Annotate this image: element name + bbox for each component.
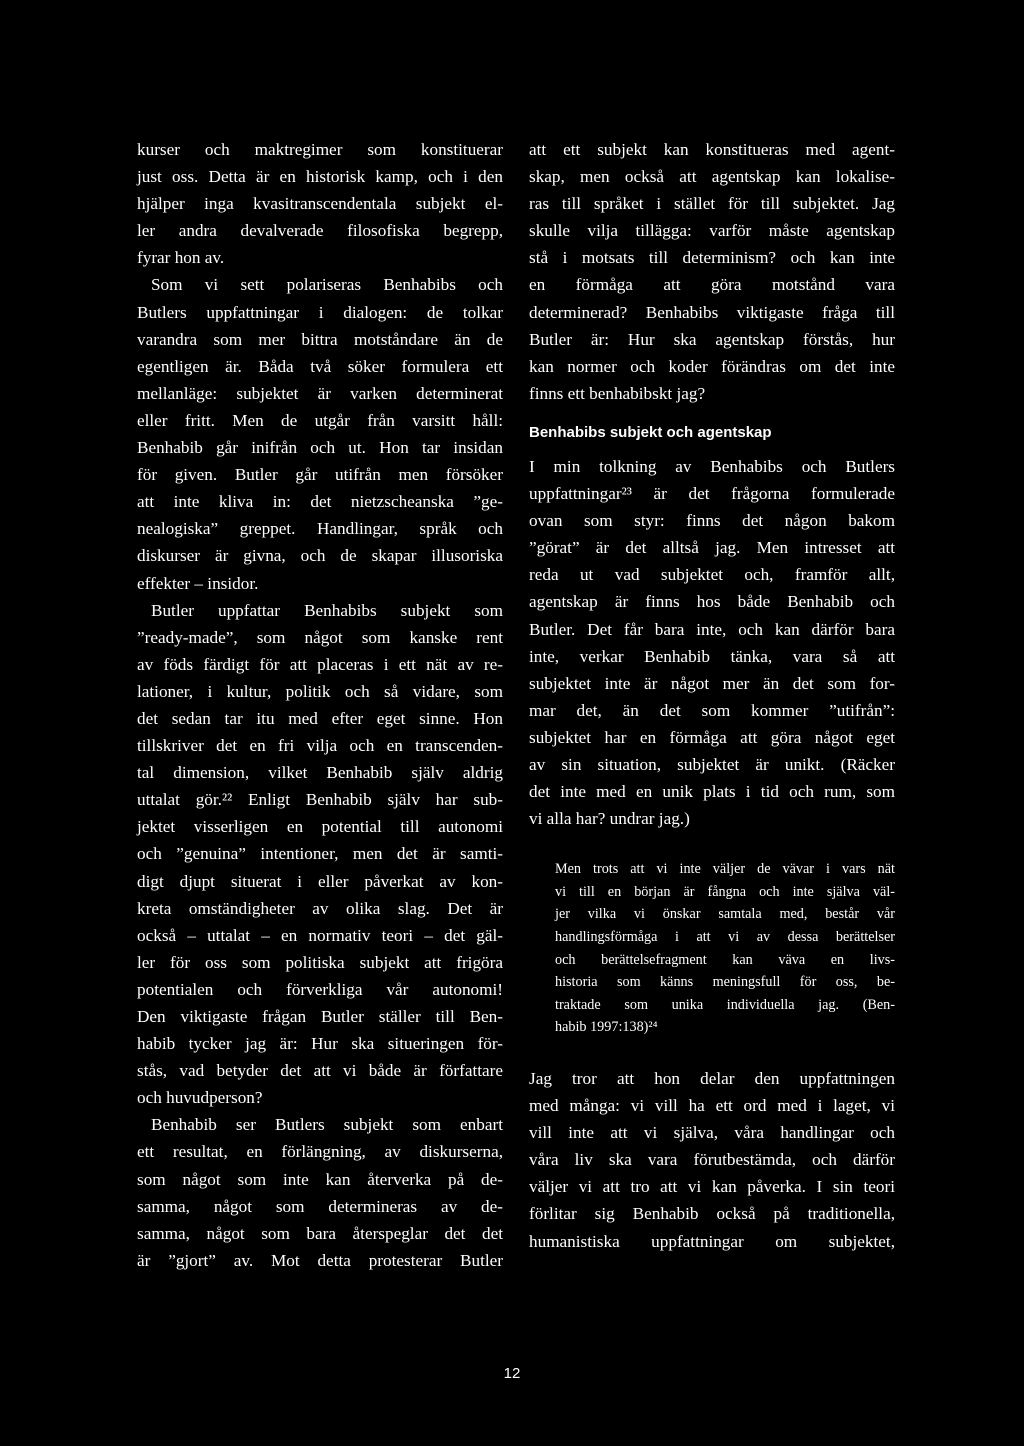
right-column bbox=[529, 136, 895, 1255]
text-line: ”ready-made”, som något som kanske rent bbox=[137, 627, 503, 647]
text-line: ovan som styr: finns det någon bakom bbox=[529, 511, 895, 531]
text-line: och berättelsefragment kan väva en livs- bbox=[555, 951, 895, 968]
text-line: skulle vilja tillägga: varför måste agentskap bbox=[529, 221, 895, 241]
text-line: av sin situation, subjektet är unikt. (Räcker bbox=[529, 754, 895, 774]
text-line: skap, men också att agentskap kan lokalise- bbox=[529, 167, 895, 187]
text-line: ler andra devalverade filosofiska begrepp, bbox=[137, 221, 503, 241]
text-line: väljer vi att tro att vi kan påverka. I sin teori bbox=[529, 1177, 895, 1197]
text-line: subjektet inte är något mer än det som for- bbox=[529, 673, 895, 693]
text-line: varandra som mer bittra motståndare än de bbox=[137, 329, 503, 349]
text-line: tal dimension, vilket Benhabib själv aldrig bbox=[137, 763, 503, 783]
text-line: är ”gjort” av. Mot detta protesterar Butler bbox=[137, 1250, 503, 1270]
text-line: att ett subjekt kan konstitueras med agent- bbox=[529, 140, 895, 159]
text-line: samma, något som determineras av de- bbox=[137, 1196, 503, 1216]
text-line: finns ett benhabibskt jag? bbox=[529, 383, 706, 403]
right-column-bottom-text bbox=[529, 1065, 895, 1255]
text-line: uppfattningar²³ är det frågorna formulerade bbox=[529, 484, 895, 504]
text-line: egentligen är. Båda två söker formulera ett bbox=[137, 356, 503, 376]
text-line: eller fritt. Men de utgår från varsitt håll: bbox=[137, 410, 503, 430]
text-line: diskurser är givna, och de skapar illusoriska bbox=[137, 546, 503, 566]
text-line: kan normer och koder förändras om det inte bbox=[529, 356, 895, 376]
text-line: samma, något som bara återspeglar det det bbox=[137, 1223, 503, 1243]
block-quote bbox=[555, 858, 895, 1039]
text-line: också – uttalat – en normativ teori – det gäl- bbox=[137, 925, 503, 945]
text-line: förlitar sig Benhabib också på traditionella, bbox=[529, 1204, 895, 1224]
text-line: habib 1997:138)²⁴ bbox=[555, 1019, 658, 1036]
text-line: ler för oss som politiska subjekt att frigöra bbox=[137, 952, 503, 972]
text-line: för given. Butler går utifrån men försöker bbox=[137, 465, 503, 485]
text-line: tillskriver det en fri vilja och en transcenden- bbox=[137, 736, 503, 756]
text-line: Benhabib ser Butlers subjekt som enbart bbox=[151, 1115, 503, 1135]
text-line: det sedan tar itu med efter eget sinne. Hon bbox=[137, 708, 503, 728]
text-line: stå i motsats till determinism? och kan inte bbox=[529, 248, 895, 268]
text-line: uttalat gör.²² Enligt Benhabib själv har sub- bbox=[137, 790, 503, 810]
text-line: handlingsförmåga i att vi av dessa berättelser bbox=[555, 929, 895, 946]
text-line: att inte kliva in: det nietzscheanska ”ge- bbox=[137, 492, 503, 512]
text-line: Benhabib går inifrån och ut. Hon tar insidan bbox=[137, 438, 503, 458]
text-line: det inte med en unik plats i tid och rum, som bbox=[529, 782, 895, 802]
text-line: fyrar hon av. bbox=[137, 248, 225, 268]
text-line: Butlers uppfattningar i dialogen: de tolkar bbox=[137, 302, 503, 322]
text-line: humanistiska uppfattningar om subjektet, bbox=[529, 1231, 895, 1251]
text-line: inte, verkar Benhabib tänka, vara så att bbox=[529, 646, 895, 666]
text-line: med många: vi vill ha ett ord med i laget, vi bbox=[529, 1096, 895, 1116]
text-line: mellanläge: subjektet är varken determinerat bbox=[137, 383, 503, 403]
right-column-mid-text bbox=[529, 453, 895, 832]
text-line: ett resultat, en förlängning, av diskurserna, bbox=[137, 1142, 503, 1162]
text-line: Men trots att vi inte väljer de vävar i vars nät bbox=[555, 861, 895, 878]
text-line: hjälper inga kvasitranscendentala subjekt el- bbox=[137, 194, 503, 214]
text-line: Jag tror att hon delar den uppfattningen bbox=[529, 1069, 895, 1088]
text-line: historia som känns meningsfull för oss, be- bbox=[555, 974, 895, 991]
text-line: digt djupt situerat i eller påverkat av kon- bbox=[137, 871, 503, 891]
text-line: mar det, än det som kommer ”utifrån”: bbox=[529, 700, 895, 720]
text-line: stås, vad betyder det att vi både är författare bbox=[137, 1061, 503, 1081]
text-line: nealogiska” greppet. Handlingar, språk och bbox=[137, 519, 503, 539]
text-line: vi till en början är fångna och inte själva väl- bbox=[555, 883, 895, 900]
text-line: vill inte att vi själva, våra handlingar och bbox=[529, 1123, 895, 1143]
text-line: ras till språket i stället för till subjektet. Jag bbox=[529, 194, 895, 214]
text-line: Butler uppfattar Benhabibs subjekt som bbox=[151, 600, 503, 620]
text-line: som något som inte kan återverka på de- bbox=[137, 1169, 503, 1189]
text-line: effekter – insidor. bbox=[137, 573, 259, 593]
text-line: agentskap är finns hos både Benhabib och bbox=[529, 592, 895, 612]
text-line: av föds färdigt för att placeras i ett nät av re- bbox=[137, 654, 503, 674]
text-line: Den viktigaste frågan Butler ställer till Ben- bbox=[137, 1007, 503, 1026]
text-line: kurser och maktregimer som konstituerar bbox=[137, 140, 503, 159]
text-line: potentialen och förverkliga vår autonomi! bbox=[137, 979, 503, 999]
text-line: ”görat” är det alltså jag. Men intresset att bbox=[529, 538, 895, 558]
text-line: Butler är: Hur ska agentskap förstås, hur bbox=[529, 329, 895, 349]
page-number: 12 bbox=[503, 1365, 521, 1382]
text-line: habib tycker jag är: Hur ska situeringen för- bbox=[137, 1034, 503, 1054]
right-column-top-text bbox=[529, 136, 895, 407]
text-line: en förmåga att göra motstånd vara bbox=[529, 275, 895, 295]
text-line: lationer, i kultur, politik och så vidare, som bbox=[137, 681, 503, 701]
text-line: reda ut vad subjektet och, framför allt, bbox=[529, 565, 895, 585]
text-line: jer vilka vi önskar samtala med, består vår bbox=[555, 906, 895, 923]
text-line: Butler. Det får bara inte, och kan därför bara bbox=[529, 619, 895, 639]
text-line: jektet visserligen en potential till autonomi bbox=[137, 817, 503, 837]
text-line: traktade som unika individuella jag. (Ben- bbox=[555, 996, 895, 1013]
section-heading: Benhabibs subjekt och agentskap bbox=[529, 423, 772, 441]
text-line: Som vi sett polariseras Benhabibs och bbox=[151, 275, 503, 295]
left-column bbox=[137, 136, 503, 1274]
text-line: subjektet har en förmåga att göra något eget bbox=[529, 727, 895, 747]
text-line: och ”genuina” intentioner, men det är samti- bbox=[137, 844, 503, 864]
text-line: och huvudperson? bbox=[137, 1088, 263, 1108]
text-line: just oss. Detta är en historisk kamp, och i den bbox=[137, 167, 503, 187]
text-line: vi alla har? undrar jag.) bbox=[529, 809, 690, 829]
text-line: determinerad? Benhabibs viktigaste fråga till bbox=[529, 302, 895, 322]
text-line: I min tolkning av Benhabibs och Butlers bbox=[529, 456, 895, 476]
text-line: våra liv ska vara förutbestämda, och därför bbox=[529, 1150, 895, 1170]
text-line: kreta omständigheter av olika slag. Det är bbox=[137, 898, 503, 918]
